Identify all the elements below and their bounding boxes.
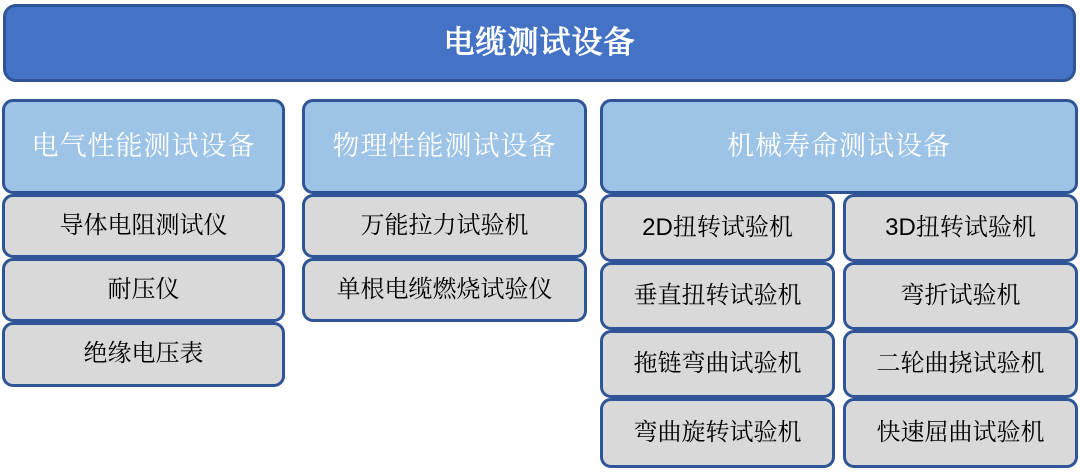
node-drag-chain-bending-tester: 拖链弯曲试验机 xyxy=(600,330,835,398)
node-conductor-resistance-tester: 导体电阻测试仪 xyxy=(2,194,285,258)
root-node-title: 电缆测试设备 xyxy=(3,4,1076,82)
node-withstand-voltage-tester: 耐压仪 xyxy=(2,258,285,322)
node-2d-torsion-tester: 2D扭转试验机 xyxy=(600,194,835,262)
group-header-physical: 物理性能测试设备 xyxy=(302,99,587,194)
group-header-mechanical-life: 机械寿命测试设备 xyxy=(600,99,1078,194)
node-universal-tensile-machine: 万能拉力试验机 xyxy=(302,194,587,258)
group-header-electrical: 电气性能测试设备 xyxy=(2,99,285,194)
node-bending-tester: 弯折试验机 xyxy=(843,262,1078,330)
node-single-cable-burning-tester: 单根电缆燃烧试验仪 xyxy=(302,258,587,322)
node-two-wheel-flexing-tester: 二轮曲挠试验机 xyxy=(843,330,1078,398)
node-3d-torsion-tester: 3D扭转试验机 xyxy=(843,194,1078,262)
node-vertical-torsion-tester: 垂直扭转试验机 xyxy=(600,262,835,330)
node-bending-rotation-tester: 弯曲旋转试验机 xyxy=(600,398,835,468)
node-insulation-voltmeter: 绝缘电压表 xyxy=(2,322,285,387)
node-rapid-flexing-tester: 快速屈曲试验机 xyxy=(843,398,1078,468)
